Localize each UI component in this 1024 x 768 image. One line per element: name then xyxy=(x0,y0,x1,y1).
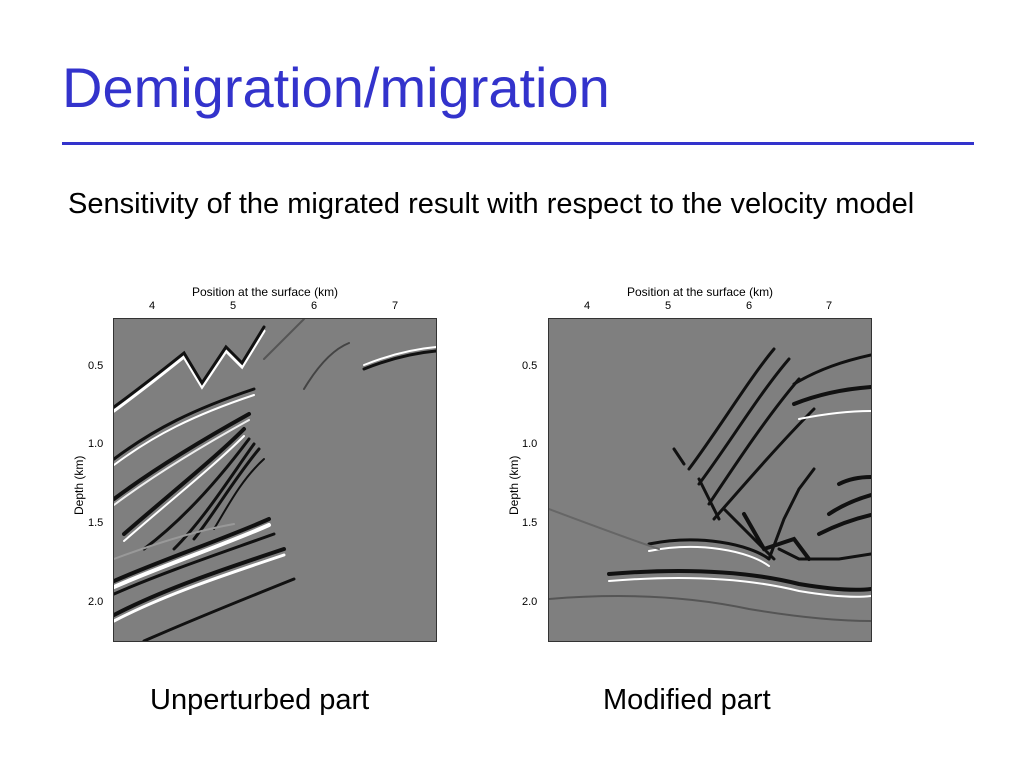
y-tick-label: 1.5 xyxy=(522,517,538,529)
y-tick-label: 2.0 xyxy=(522,596,538,608)
title-underline xyxy=(62,142,974,145)
seismic-reflectors-unperturbed xyxy=(114,319,436,641)
x-tick-label: 6 xyxy=(311,300,318,312)
seismic-reflectors-modified xyxy=(549,319,871,641)
y-tick-label: 1.5 xyxy=(88,517,104,529)
y-tick-label: 2.0 xyxy=(88,596,104,608)
slide-subtitle: Sensitivity of the migrated result with respect to the velocity model xyxy=(68,188,915,220)
x-axis-title: Position at the surface (km) xyxy=(192,285,339,299)
x-tick-label: 6 xyxy=(746,300,753,312)
y-tick-label: 1.0 xyxy=(88,438,104,450)
panel-caption: Modified part xyxy=(603,684,771,716)
seismic-image-unperturbed xyxy=(113,318,437,642)
y-tick-label: 0.5 xyxy=(522,360,538,372)
y-tick-label: 0.5 xyxy=(88,360,104,372)
x-tick-label: 5 xyxy=(230,300,237,312)
y-tick-label: 1.0 xyxy=(522,438,538,450)
y-axis-title: Depth (km) xyxy=(72,455,86,515)
x-tick-label: 7 xyxy=(392,300,399,312)
y-axis-title: Depth (km) xyxy=(507,455,521,515)
seismic-image-modified xyxy=(548,318,872,642)
x-axis-title: Position at the surface (km) xyxy=(627,285,774,299)
x-tick-label: 4 xyxy=(149,300,156,312)
slide-title: Demigration/migration xyxy=(62,56,610,119)
x-tick-label: 7 xyxy=(826,300,833,312)
x-tick-label: 4 xyxy=(584,300,591,312)
panel-caption: Unperturbed part xyxy=(150,684,370,716)
x-tick-label: 5 xyxy=(665,300,672,312)
